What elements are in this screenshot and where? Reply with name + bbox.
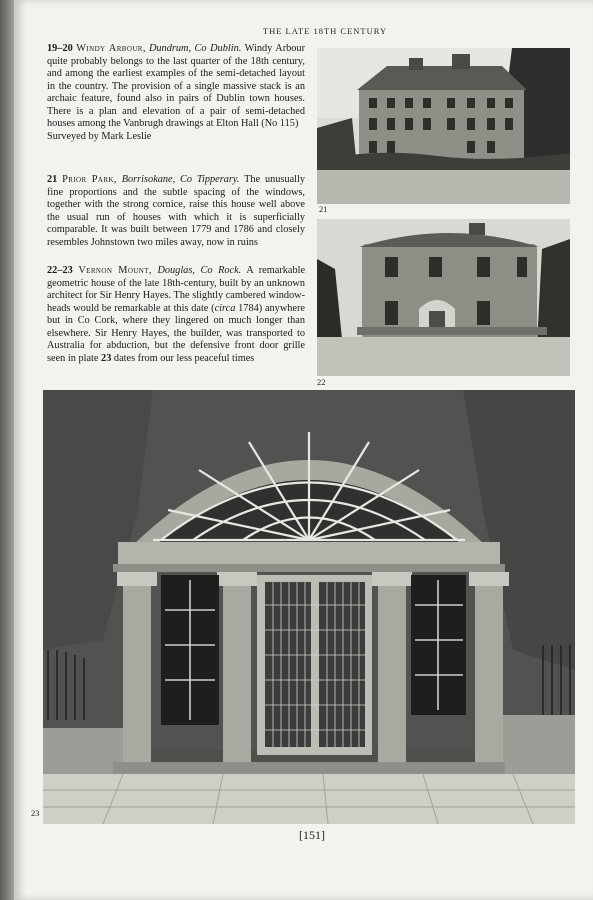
- entry-body: The unusually fine proportions and the subtle spacing of the windows, together with the strong cornice, raise this house well above the usual run of houses with which it is superficially comparable. It was built between 1779 and 1786 and closely resembles Johnstown two miles away, now in ruins: [47, 174, 306, 248]
- page-number: [151]: [299, 828, 325, 842]
- photo-caption: 22: [317, 377, 326, 387]
- entry-prior-park: [47, 174, 305, 249]
- entry-place: Dundrum, Co Dublin.: [148, 43, 242, 54]
- entry-place: Borrisokane, Co Tipperary.: [121, 174, 240, 185]
- entry-title: Prior Park,: [62, 174, 117, 185]
- photo-house-semi-detached: [317, 48, 570, 204]
- photo-vernon-mount-exterior: [317, 219, 570, 376]
- entry-body: dates from our less peaceful times: [111, 352, 255, 364]
- entry-place: Douglas, Co Rock.: [157, 265, 242, 276]
- entry-body: Windy Arbour quite probably belongs to the last quarter of the 18th century, and among the earliest examples of the semi-detached layout in the country. The provision of a single massive stack is an archaic feature, found also in pairs of Dublin town houses. There is a plan and elevation of a pair of semi-detached houses among the Vanbrugh drawings at Elton Hall (No 115): [47, 43, 306, 129]
- running-header: THE LATE 18TH CENTURY: [262, 26, 388, 36]
- entry-body: 1784) anywhere but in Co Cork, where they lingered on much longer than elsewhere. Sir Henry Hayes, the builder, was transported to Australia for abduction, but the defensive front door grille seen in plate: [47, 302, 305, 364]
- photo-caption: 23: [31, 808, 40, 818]
- entry-windy-arbour: 19–20 Windy Arbour, Dundrum, Co Dublin. Windy Arbour quite probably belongs to the last quarter of the 18th century, and among the earliest examples of the semi-detached layout in the country. The provision of a single massive stack is an archaic feature, found also in pairs of Dublin town houses. There is a plan and elevation of a pair of semi-detached houses among the Vanbrugh drawings at Elton Hall (No 115) Surveyed by Mark Leslie: [47, 43, 306, 142]
- entry-vernon-mount: [47, 265, 305, 365]
- entry-title: Vernon Mount,: [78, 265, 152, 276]
- photo-front-doorway: [43, 390, 575, 824]
- entry-credit: Surveyed by Mark Leslie: [47, 130, 152, 142]
- entry-body-italic: circa: [214, 302, 236, 314]
- book-page: [14, 0, 593, 900]
- entry-number: 21: [47, 174, 58, 185]
- entry-number: 22–23: [47, 265, 73, 276]
- entry-plate-ref: 23: [101, 352, 112, 364]
- photo-caption: 21: [319, 204, 328, 214]
- entry-number: 19–20: [47, 43, 73, 54]
- entry-title: Windy Arbour: [76, 43, 143, 54]
- entry-body: A remarkable geometric house of the late 18th-century, built by an unknown architect for Sir Henry Hayes. The slightly cambered window-heads would be remarkable at this date (: [47, 265, 306, 314]
